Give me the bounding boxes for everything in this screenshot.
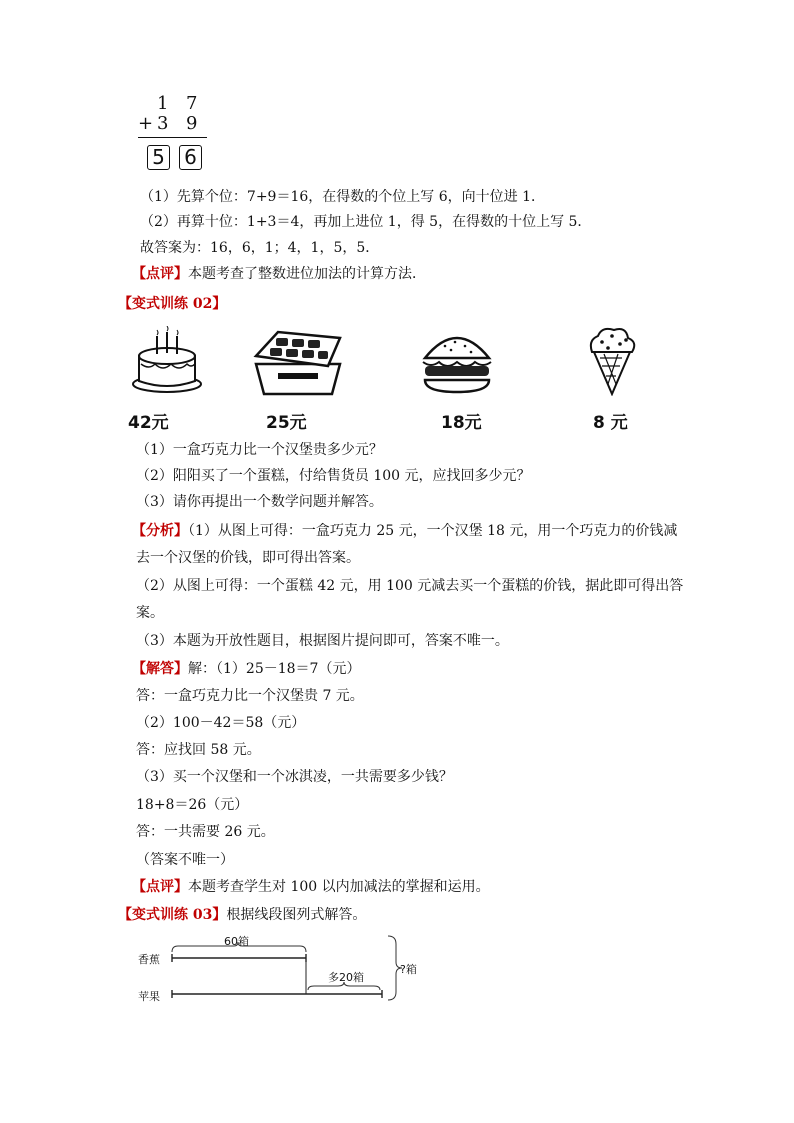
price-picture <box>126 318 646 432</box>
comment-tag: 【点评】 <box>132 879 188 895</box>
top-digit-tens: 1 <box>157 93 169 114</box>
ice-cream-icon <box>582 324 642 396</box>
bottom-digit-tens: 3 <box>157 113 169 134</box>
chocolate-box-icon <box>248 326 348 401</box>
label-banana: 香蕉 <box>138 953 160 966</box>
ans-1: 答：一盒巧克力比一个汉堡贵 7 元。 <box>136 688 364 704</box>
solve-tag: 【解答】 <box>132 661 188 677</box>
section03-question: 根据线段图列式解答。 <box>226 907 367 923</box>
solution1-step1: （1）先算个位：7+9＝16，在得数的个位上写 6，向十位进 1． <box>140 189 545 205</box>
solve-3: （3）买一个汉堡和一个冰淇凌，一共需要多少钱？ <box>136 769 453 785</box>
analysis-2b: 案。 <box>136 605 164 621</box>
hamburger-icon <box>419 328 495 398</box>
price-ice-cream: 8 元 <box>593 413 628 433</box>
comment-tag: 【点评】 <box>132 266 188 282</box>
solution1-comment <box>132 264 426 284</box>
label-apple: 苹果 <box>138 990 160 1003</box>
price-chocolate: 25元 <box>266 413 307 433</box>
result-box-ones: 6 <box>179 145 202 170</box>
ans-3: 答：一共需要 26 元。 <box>136 824 275 840</box>
analysis-3: （3）本题为开放性题目，根据图片提问即可，答案不唯一。 <box>136 633 509 649</box>
solve-2: （2）100－42＝58（元） <box>136 715 306 731</box>
solve-1: 【解答】解：（1）25－18＝7（元） <box>132 661 361 677</box>
label-more: 多20箱 <box>328 971 364 984</box>
result-box-tens: 5 <box>147 145 170 170</box>
solution1-answer: 故答案为：16，6，1；4，1，5，5． <box>140 240 380 256</box>
solution1-step2: （2）再算十位：1+3＝4，再加上进位 1，得 5，在得数的十位上写 5． <box>140 214 592 230</box>
q2: （2）阳阳买了一个蛋糕，付给售货员 100 元，应找回多少元？ <box>136 468 531 484</box>
cake-icon <box>129 326 209 396</box>
price-hamburger: 18元 <box>441 413 482 433</box>
plus-sign: + <box>138 113 154 134</box>
segment-lines <box>138 928 428 1004</box>
ans-2: 答：应找回 58 元。 <box>136 742 261 758</box>
analysis-tag: 【分析】 <box>132 523 188 539</box>
q1: （1）一盒巧克力比一个汉堡贵多少元？ <box>136 442 383 458</box>
section03-title: 【变式训练 03】 <box>118 907 227 923</box>
analysis-2a: （2）从图上可得：一个蛋糕 42 元，用 100 元减去买一个蛋糕的价钱，据此即可得出答 <box>136 578 684 594</box>
section02-comment: 【点评】本题考查学生对 100 以内加减法的掌握和运用。 <box>132 879 490 895</box>
segment-diagram <box>138 928 428 1004</box>
comment-text: 本题考查了整数进位加法的计算方法． <box>188 266 426 282</box>
q3: （3）请你再提出一个数学问题并解答。 <box>136 494 383 510</box>
label-total: ?箱 <box>400 963 417 976</box>
label-banana-count: 60箱 <box>224 935 249 948</box>
section02-title: 【变式训练 02】 <box>118 296 227 312</box>
section03-header <box>118 905 366 925</box>
analysis-1b: 去一个汉堡的价钱，即可得出答案。 <box>136 550 360 566</box>
price-cake: 42元 <box>128 413 169 433</box>
calc-3: 18+8＝26（元） <box>136 797 249 813</box>
analysis-1a: 【分析】（1）从图上可得：一盒巧克力 25 元，一个汉堡 18 元，用一个巧克力的价钱减 <box>132 523 678 539</box>
note: （答案不唯一） <box>136 852 234 868</box>
sum-line <box>138 137 207 138</box>
bottom-digit-ones: 9 <box>186 113 198 134</box>
top-digit-ones: 7 <box>186 93 198 114</box>
